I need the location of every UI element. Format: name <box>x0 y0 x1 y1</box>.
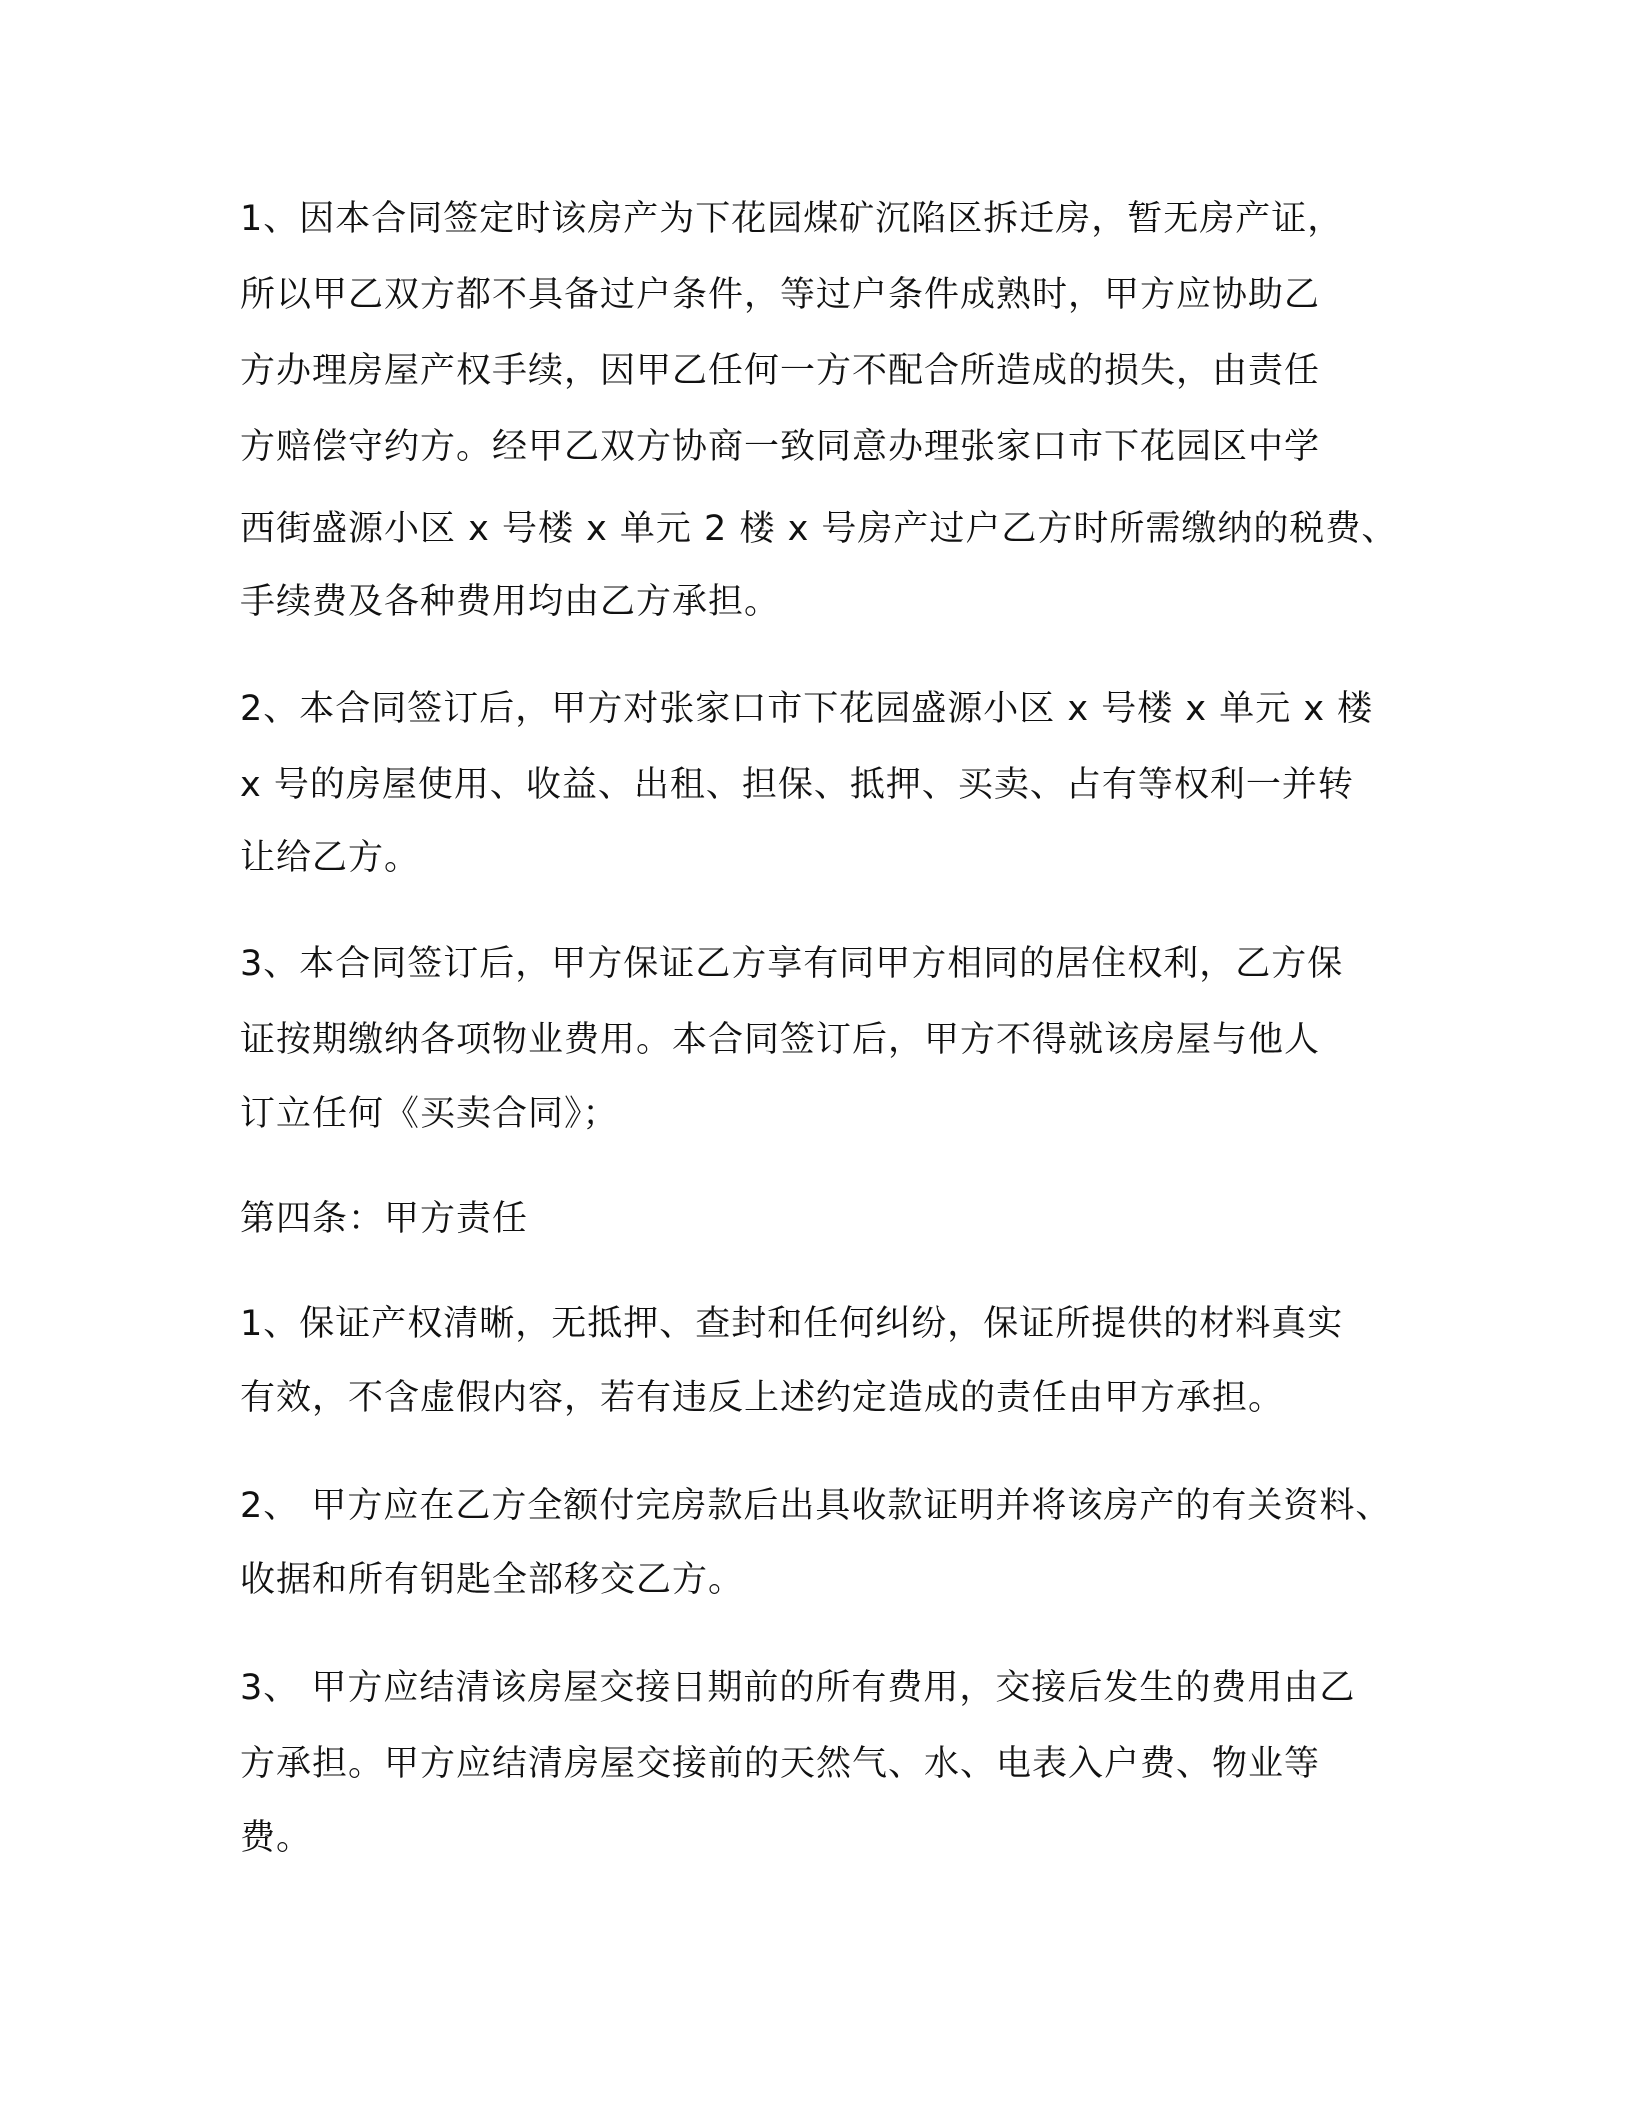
clause-4-2-line-1: 2、 甲方应在乙方全额付完房款后出具收款证明并将该房产的有关资料、 <box>240 1486 1392 1526</box>
clause-4-2-line-2: 收据和所有钥匙全部移交乙方。 <box>240 1560 745 1600</box>
clause-3-1-line-3: 方办理房屋产权手续，因甲乙任何一方不配合所造成的损失，由责任 <box>240 351 1321 391</box>
clause-3-3-line-2: 证按期缴纳各项物业费用。本合同签订后，甲方不得就该房屋与他人 <box>240 1020 1321 1060</box>
clause-3-2-line-2: x 号的房屋使用、收益、出租、担保、抵押、买卖、占有等权利一并转 <box>240 765 1354 805</box>
clause-3-1-line-1: 1、因本合同签定时该房产为下花园煤矿沉陷区拆迁房，暂无房产证， <box>240 199 1344 239</box>
clause-3-2-line-3: 让给乙方。 <box>240 838 421 878</box>
clause-3-1-line-6: 手续费及各种费用均由乙方承担。 <box>240 582 781 622</box>
clause-3-1-line-2: 所以甲乙双方都不具备过户条件，等过户条件成熟时，甲方应协助乙 <box>240 275 1321 315</box>
clause-3-1-line-5: 西街盛源小区 x 号楼 x 单元 2 楼 x 号房产过户乙方时所需缴纳的税费、 <box>240 509 1398 549</box>
clause-3-1-line-4: 方赔偿守约方。经甲乙双方协商一致同意办理张家口市下花园区中学 <box>240 427 1321 467</box>
clause-3-3-line-3: 订立任何《买卖合同》； <box>240 1094 619 1134</box>
clause-3-2-line-1: 2、本合同签订后，甲方对张家口市下花园盛源小区 x 号楼 x 单元 x 楼 <box>240 689 1374 729</box>
article-4-heading: 第四条：甲方责任 <box>240 1199 529 1239</box>
clause-3-3-line-1: 3、本合同签订后，甲方保证乙方享有同甲方相同的居住权利，乙方保 <box>240 944 1344 984</box>
clause-4-3-line-1: 3、 甲方应结清该房屋交接日期前的所有费用，交接后发生的费用由乙 <box>240 1668 1356 1708</box>
clause-4-3-line-3: 费。 <box>240 1818 313 1858</box>
clause-4-1-line-1: 1、保证产权清晰，无抵押、查封和任何纠纷，保证所提供的材料真实 <box>240 1304 1344 1344</box>
clause-4-3-line-2: 方承担。甲方应结清房屋交接前的天然气、水、电表入户费、物业等 <box>240 1744 1321 1784</box>
clause-4-1-line-2: 有效，不含虚假内容，若有违反上述约定造成的责任由甲方承担。 <box>240 1378 1285 1418</box>
